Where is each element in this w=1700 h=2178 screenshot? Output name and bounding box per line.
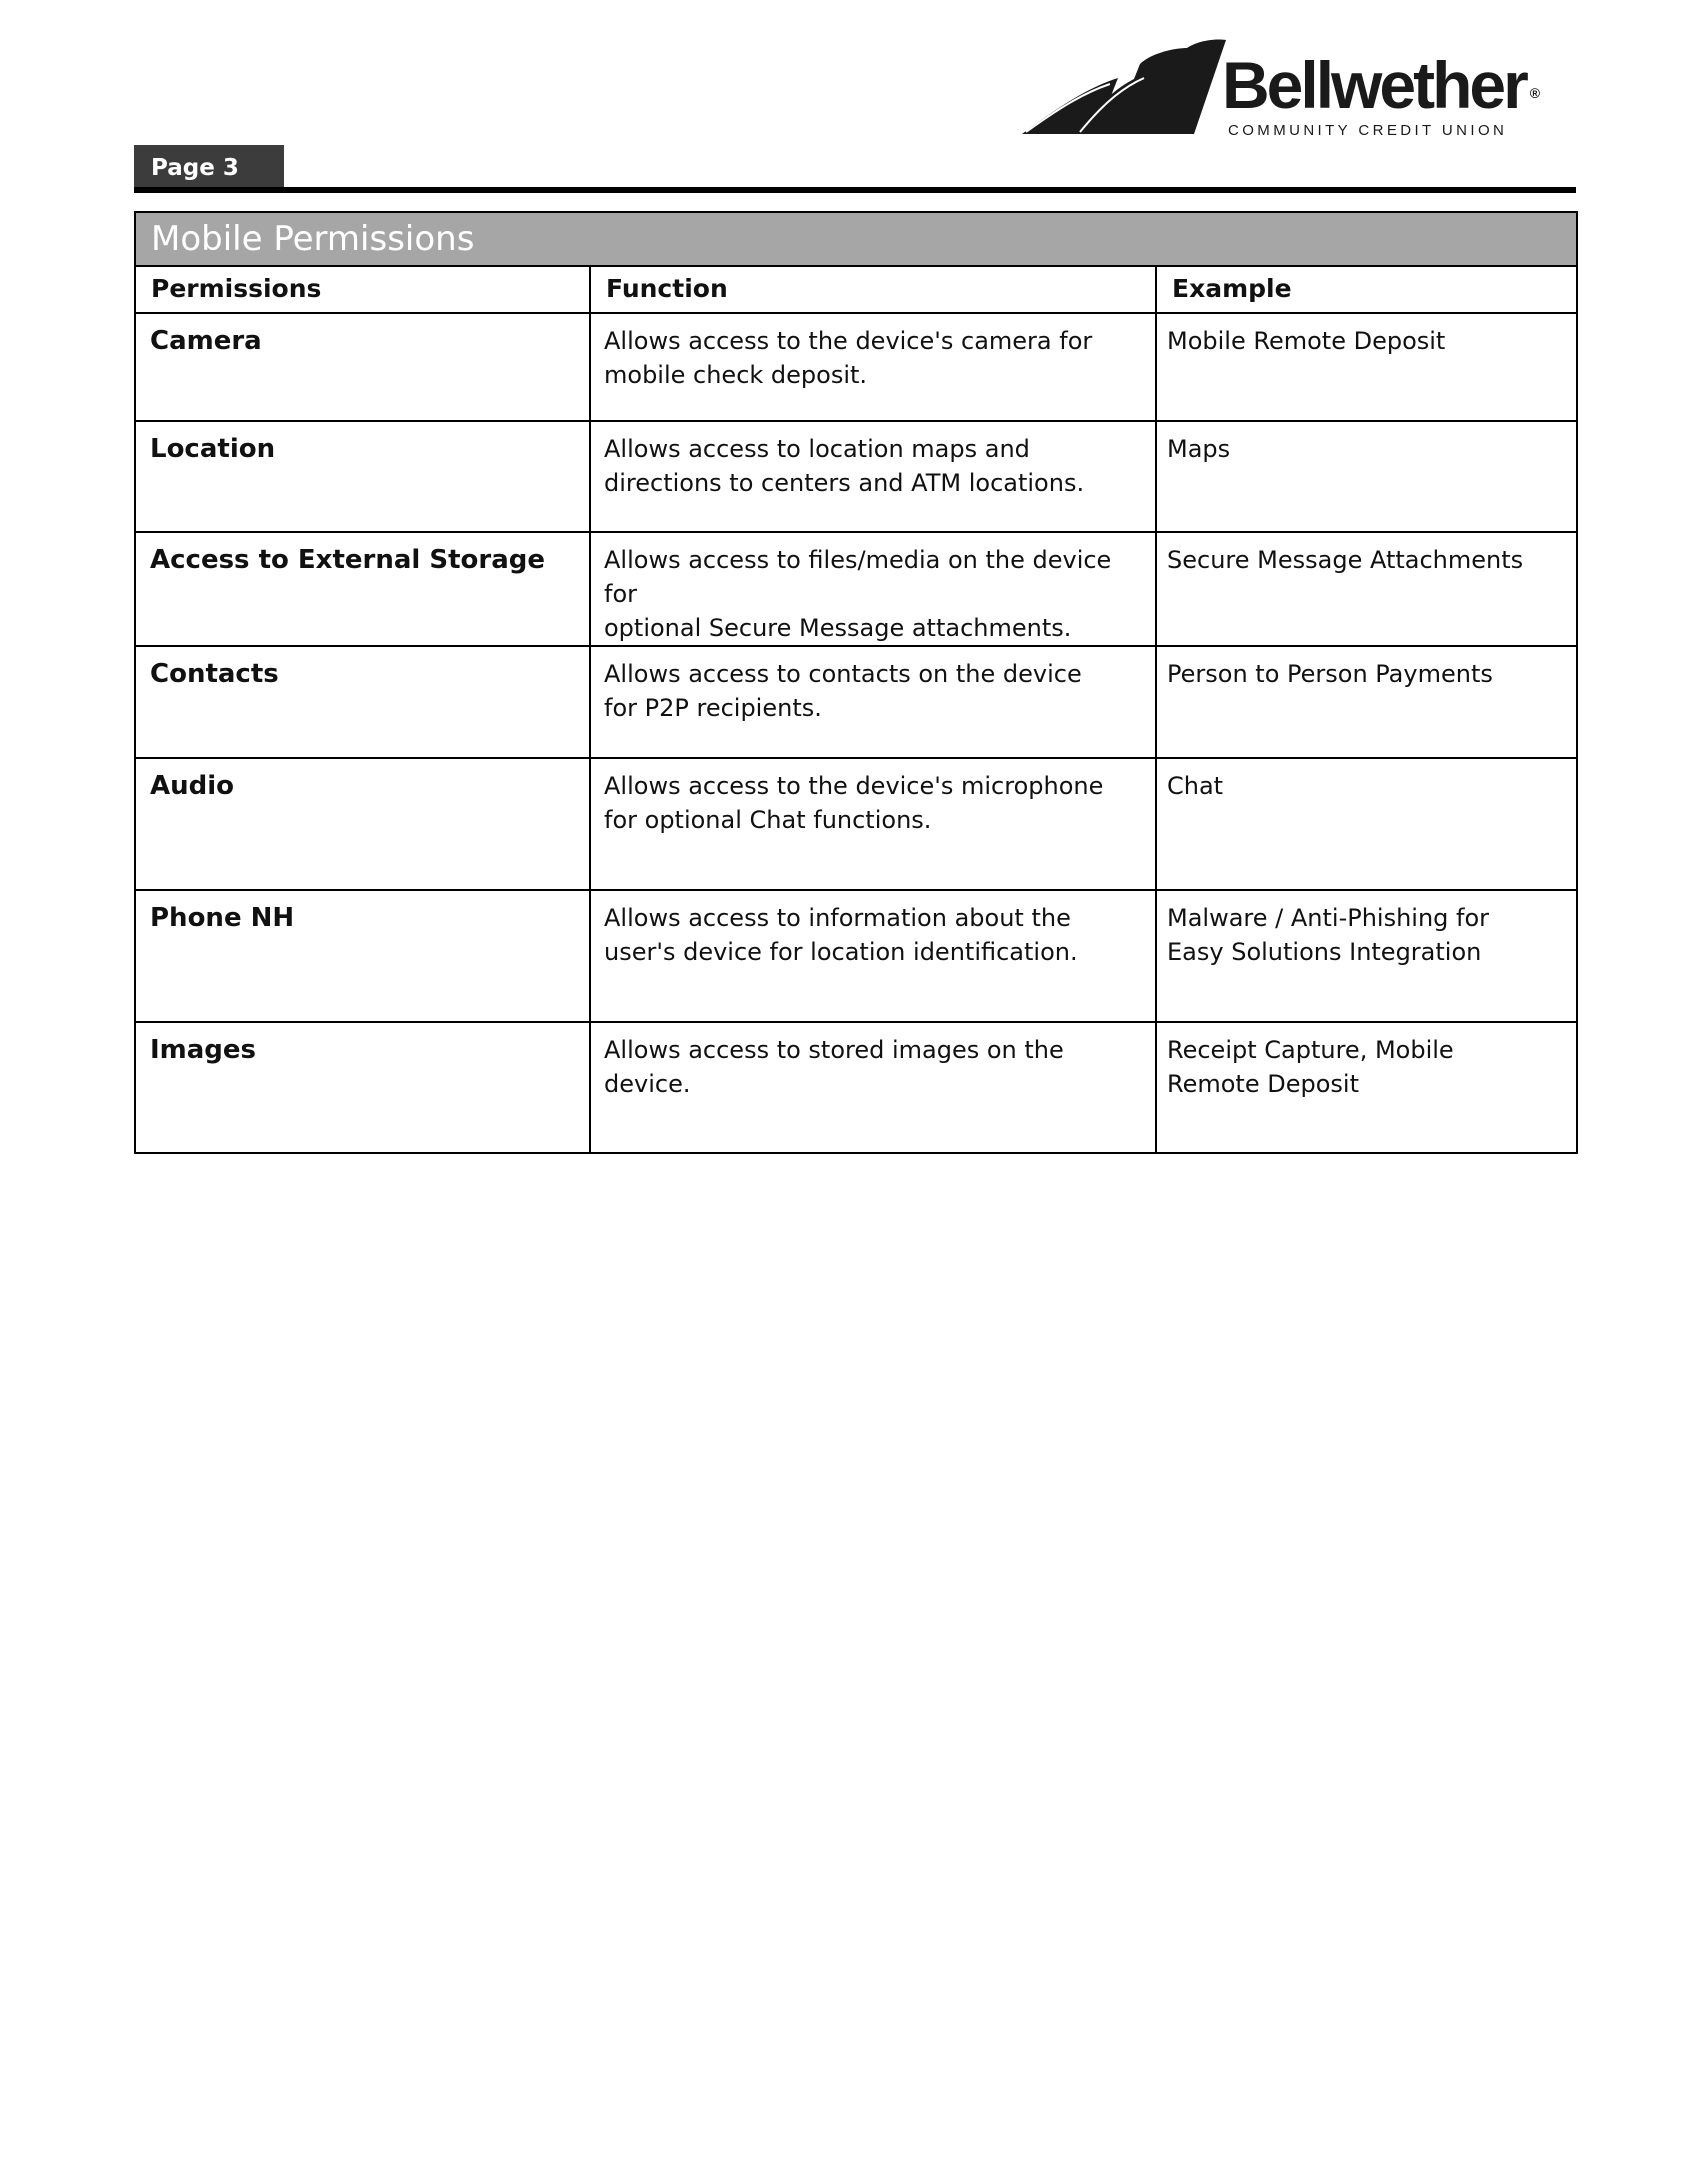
column-header-function: Function	[590, 266, 1156, 313]
table-row	[135, 758, 1577, 890]
example-line: Malware / Anti-Phishing for	[1167, 904, 1490, 932]
permission-name: Contacts	[135, 646, 590, 758]
table-title: Mobile Permissions	[135, 212, 1577, 266]
permission-name: Access to External Storage	[135, 532, 590, 646]
function-line: Allows access to files/media on the device for	[604, 546, 1112, 608]
permission-name: Camera	[135, 313, 590, 421]
table-header-row	[135, 266, 1577, 313]
function-line: user's device for location identification.	[604, 938, 1078, 966]
column-header-permissions: Permissions	[135, 266, 590, 313]
permission-example	[1156, 646, 1577, 758]
example-line: Receipt Capture, Mobile	[1167, 1036, 1454, 1064]
header-divider	[134, 187, 1576, 193]
function-line: for optional Chat functions.	[604, 806, 932, 834]
logo-name: Bellwether	[1222, 48, 1526, 122]
function-line: device.	[604, 1070, 691, 1098]
function-line: mobile check deposit.	[604, 361, 868, 389]
permission-function	[590, 646, 1156, 758]
logo-registered-mark: ®	[1529, 85, 1541, 101]
permission-example	[1156, 313, 1577, 421]
function-line: Allows access to contacts on the device	[604, 660, 1082, 688]
permission-name: Phone NH	[135, 890, 590, 1022]
function-line: optional Secure Message attachments.	[604, 614, 1072, 642]
permission-example	[1156, 421, 1577, 532]
mobile-permissions-table	[134, 211, 1578, 1154]
example-line: Chat	[1167, 772, 1224, 800]
permission-function	[590, 890, 1156, 1022]
permission-function	[590, 1022, 1156, 1153]
example-line: Person to Person Payments	[1167, 660, 1493, 688]
function-line: Allows access to the device's camera for	[604, 327, 1093, 355]
permission-function	[590, 313, 1156, 421]
function-line: Allows access to stored images on the	[604, 1036, 1064, 1064]
permission-function	[590, 758, 1156, 890]
permission-name: Images	[135, 1022, 590, 1153]
table-row	[135, 313, 1577, 421]
example-line: Maps	[1167, 435, 1231, 463]
table-row	[135, 890, 1577, 1022]
permission-example	[1156, 758, 1577, 890]
permission-function	[590, 421, 1156, 532]
table-row	[135, 646, 1577, 758]
function-line: Allows access to the device's microphone	[604, 772, 1104, 800]
function-line: Allows access to location maps and	[604, 435, 1030, 463]
example-line: Mobile Remote Deposit	[1167, 327, 1446, 355]
page-number-tab: Page 3	[134, 145, 284, 189]
logo-swoosh-icon	[1022, 34, 1232, 138]
table-row	[135, 1022, 1577, 1153]
logo-tagline: COMMUNITY CREDIT UNION	[1228, 122, 1508, 139]
logo-wordmark	[1222, 48, 1541, 122]
example-line: Easy Solutions Integration	[1167, 938, 1482, 966]
table-title-row	[135, 212, 1577, 266]
permission-example	[1156, 1022, 1577, 1153]
table-row	[135, 421, 1577, 532]
example-line: Remote Deposit	[1167, 1070, 1359, 1098]
column-header-example: Example	[1156, 266, 1577, 313]
permission-name: Location	[135, 421, 590, 532]
function-line: for P2P recipients.	[604, 694, 822, 722]
permission-example	[1156, 532, 1577, 646]
permission-function	[590, 532, 1156, 646]
function-line: directions to centers and ATM locations.	[604, 469, 1085, 497]
bellwether-logo	[1022, 34, 1562, 144]
example-line: Secure Message Attachments	[1167, 546, 1524, 574]
table-row	[135, 532, 1577, 646]
function-line: Allows access to information about the	[604, 904, 1071, 932]
permission-name: Audio	[135, 758, 590, 890]
permission-example	[1156, 890, 1577, 1022]
